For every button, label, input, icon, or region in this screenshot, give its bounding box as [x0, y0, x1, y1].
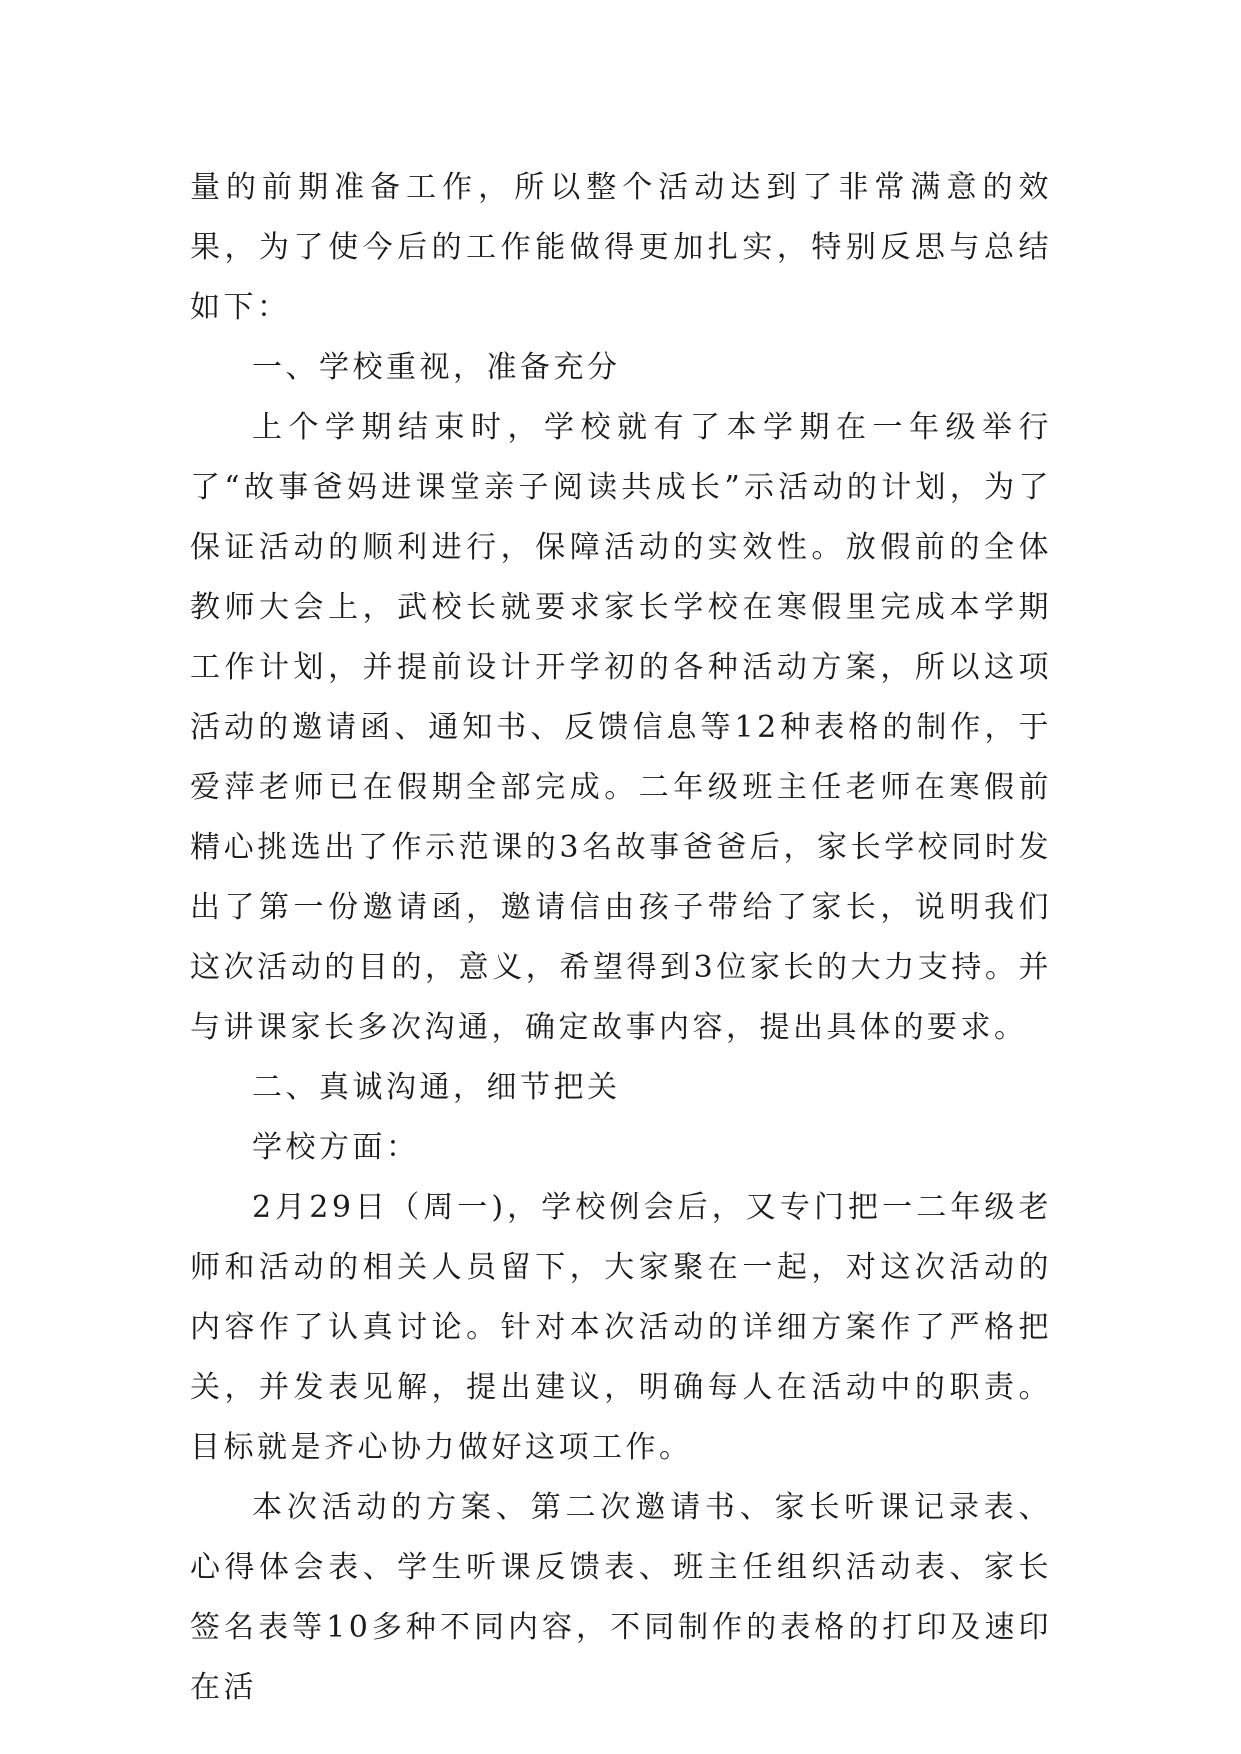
subheading-school: 学校方面：: [252, 1130, 420, 1165]
paragraph-preparation: 上个学期结束时，学校就有了本学期在一年级举行了“故事爸妈进课堂亲子阅读共成长”示活动的计划，为了保证活动的顺利进行，保障活动的实效性。放假前的全体教师大会上，武校长就要求家长学校在寒假里完成本学期工作计划，并提前设计开学初的各种活动方案，所以这项活动的邀请函、通知书、反馈信息等12种表格的制作，于爱萍老师已在假期全部完成。二年级班主任老师在寒假前精心挑选出了作示范课的3名故事爸爸后，家长学校同时发出了第一份邀请函，邀请信由孩子带给了家长，说明我们这次活动的目的，意义，希望得到3位家长的大力支持。并与讲课家长多次沟通，确定故事内容，提出具体的要求。: [190, 410, 1052, 1045]
document-body: [190, 158, 1052, 1718]
section-heading-2: 二、真诚沟通，细节把关: [252, 1070, 621, 1105]
paragraph-continuation: 量的前期准备工作，所以整个活动达到了非常满意的效果，为了使今后的工作能做得更加扎实，特别反思与总结如下：: [190, 170, 1052, 325]
paragraph-forms: 本次活动的方案、第二次邀请书、家长听课记录表、心得体会表、学生听课反馈表、班主任组织活动表、家长签名表等10多种不同内容，不同制作的表格的打印及速印在活: [190, 1490, 1052, 1705]
paragraph-meeting: 2月29日（周一)，学校例会后，又专门把一二年级老师和活动的相关人员留下，大家聚在一起，对这次活动的内容作了认真讨论。针对本次活动的详细方案作了严格把关，并发表见解，提出建议，明确每人在活动中的职责。目标就是齐心协力做好这项工作。: [190, 1190, 1052, 1465]
section-heading-1: 一、学校重视，准备充分: [252, 350, 621, 385]
